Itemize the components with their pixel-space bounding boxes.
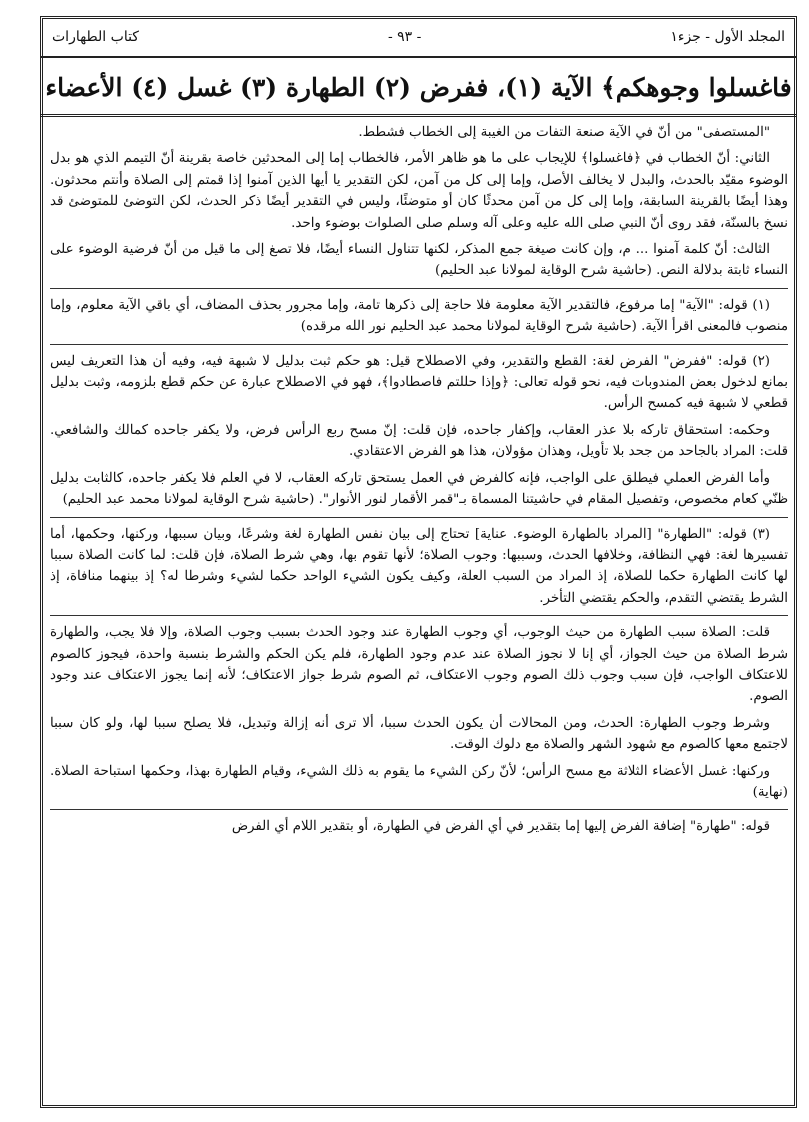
page-number: - ٩٣ -: [387, 29, 422, 45]
commentary-paragraph: الثالث: أنّ كلمة آمنوا ... م، وإن كانت صيغة جمع المذكر، لكنها تتناول النساء أيضًا، فلا تصغ إلى ما قيل من أنّ فرضية الوضوء على النساء ثابتة بدلالة النص. (حاشية شرح الوقاية لمولانا عبد الحليم): [50, 242, 788, 279]
commentary-paragraph: (٢) قوله: "ففرض" الفرض لغة: القطع والتقدير، وفي الاصطلاح قيل: هو حكم ثبت بدليل لا شبهة فيه، وفيه أن هذا التعريف ليس بمانع لدخول بعض المندوبات فيه، نحو قوله تعالى: ﴿وإذا حللتم فاصطادوا﴾، فهو في الاصطلاح عبارة عن حكم قطع بلزومه، وثبت بدليل قطعي لا شبهة فيه كمسح الرأس.: [50, 353, 788, 412]
commentary-paragraph: وحكمه: استحقاق تاركه بلا عذر العقاب، وإكفار جاحده، فإن قلت: إنّ مسح ربع الرأس فرض، ولا يكفر جاحده كمالك والشافعي. قلت: المراد بالجاحد من جحد بلا تأويل، وهذان مؤولان، هذا هو الفرض الاعتقادي.: [50, 422, 788, 460]
commentary-paragraph: "المستصفى" من أنّ في الآية صنعة التفات من الغيبة إلى الخطاب فشطط.: [358, 125, 770, 140]
commentary-paragraph: وشرط وجوب الطهارة: الحدث، ومن المحالات أن يكون الحدث سببا، ألا ترى أنه إزالة وتبديل، فلا يصلح سببا لها، ولو كان سببا لاجتمع معها كالصوم مع شهود الشهر والصلاة مع دلوك الوقت.: [50, 715, 788, 753]
commentary-paragraph: وركنها: غسل الأعضاء الثلاثة مع مسح الرأس؛ لأنّ ركن الشيء ما يقوم به ذلك الشيء، وقيام الطهارة بهذا، وحكمها استباحة الصلاة. (نهاية): [50, 763, 788, 800]
commentary-paragraph: (١) قوله: "الآية" إما مرفوع، فالتقدير الآية معلومة فلا حاجة إلى ذكرها تامة، وإما مجرور بحذف المضاف، أي باقي الآية معلوم، وإما منصوب فالمعنى اقرأ الآية. (حاشية شرح الوقاية لمولانا محمد عبد الحليم نور الله مرقده): [50, 297, 788, 335]
commentary-paragraph: قوله: "طهارة" إضافة الفرض إليها إما بتقدير في أي الفرض في الطهارة، أو بتقدير اللام أي الفرض: [231, 819, 770, 835]
commentary-paragraph: قلت: الصلاة سبب الطهارة من حيث الوجوب، أي وجوب الطهارة عند وجود الحدث بسبب وجوب الصلاة، وإلا فلا يجب، والطهارة شرط الصلاة من حيث الجواز، أي إنا لا نجوز الصلاة عند عدم وجود الطهارة، فلم يكن الحكم والشرط بنسبة واحدة، فيجوز كالصوم للاعتكاف الواجب، فإن سبب وجوب ذلك الصوم وجوب الاعتكاف، ثم الصوم شرط جواز الاعتكاف؛ لأنه إنما يجوز الاعتكاف عند وجود الصوم.: [50, 625, 788, 705]
section-separator: [50, 809, 788, 810]
section-separator: [50, 615, 788, 616]
verse-rule: [40, 114, 797, 117]
book-title: كتاب الطهارات: [52, 29, 139, 45]
commentary-paragraph: وأما الفرض العملي فيطلق على الواجب، فإنه كالفرض في العمل يستحق تاركه العقاب، لا في العلم فلا يكفر جاحده، كالثابت بدليل ظنّي كعام مخصوص، وتفصيل المقام في حاشيتنا المسماة بـ"قمر الأقمار لنور الأنوار". (حاشية شرح الوقاية لمولانا محمد عبد الحليم): [50, 470, 788, 508]
commentary-body: [50, 122, 788, 1102]
volume-label: المجلد الأول - جزء١: [670, 29, 785, 45]
section-separator: [50, 288, 788, 289]
section-separator: [50, 517, 788, 518]
section-separator: [50, 344, 788, 345]
commentary-paragraph: (٣) قوله: "الطهارة" [المراد بالطهارة الوضوء. عناية] تحتاج إلى بيان نفس الطهارة لغة وشرعًا، وبيان سببها، وركنها، وحكمها، أما تفسيرها لغة: فهي النظافة، وخلافها الحدث، وسببها: وجوب الصلاة؛ لأنها تقوم بها، وهي شرط الصلاة، فإن قلت: لما كانت الصلاة سببا لها كانت الطهارة حكما للصلاة، إذ المراد من السبب العلة، وكيف يكون الشيء الواحد حكما لشيء وشرطا له؟ إذ بينهما منافاة، إذ الشرط يقتضي التقدم، والحكم يقتضي التأخر.: [50, 526, 788, 606]
commentary-paragraph: الثاني: أنّ الخطاب في ﴿فاغسلوا﴾ للإيجاب على ما هو ظاهر الأمر، فالخطاب إما إلى المحدثين خاصة بقرينة أنّ التيمم الذي هو بدل الوضوء مقيّد بالحدث، والبدل لا يخالف الأصل، وإما إلى كل من آمن، لكن التقدير يا أيها الذين آمنوا إذا قمتم إلى الصلاة وأنتم محدثون. وهذا أيضًا بالقرينة السابقة، وإما إلى كل من آمن محدثًا كان أو متوضئًا، وليس في التقدير أيضًا ذكر الحدث، لكن التوضئ للمتوضئ قد نسخ بالسنّة، فقد روى أنّ النبي صلى الله عليه وعلى آله وسلم صلى الصلوات بوضوء واحد.: [50, 151, 788, 231]
header-rule: [40, 56, 797, 58]
running-header: [40, 24, 797, 50]
verse-line: فاغسلوا وجوهكم﴾ الآية (١)، ففرض (٢) الطهارة (٣) غسل (٤) الأعضاء: [45, 73, 792, 102]
